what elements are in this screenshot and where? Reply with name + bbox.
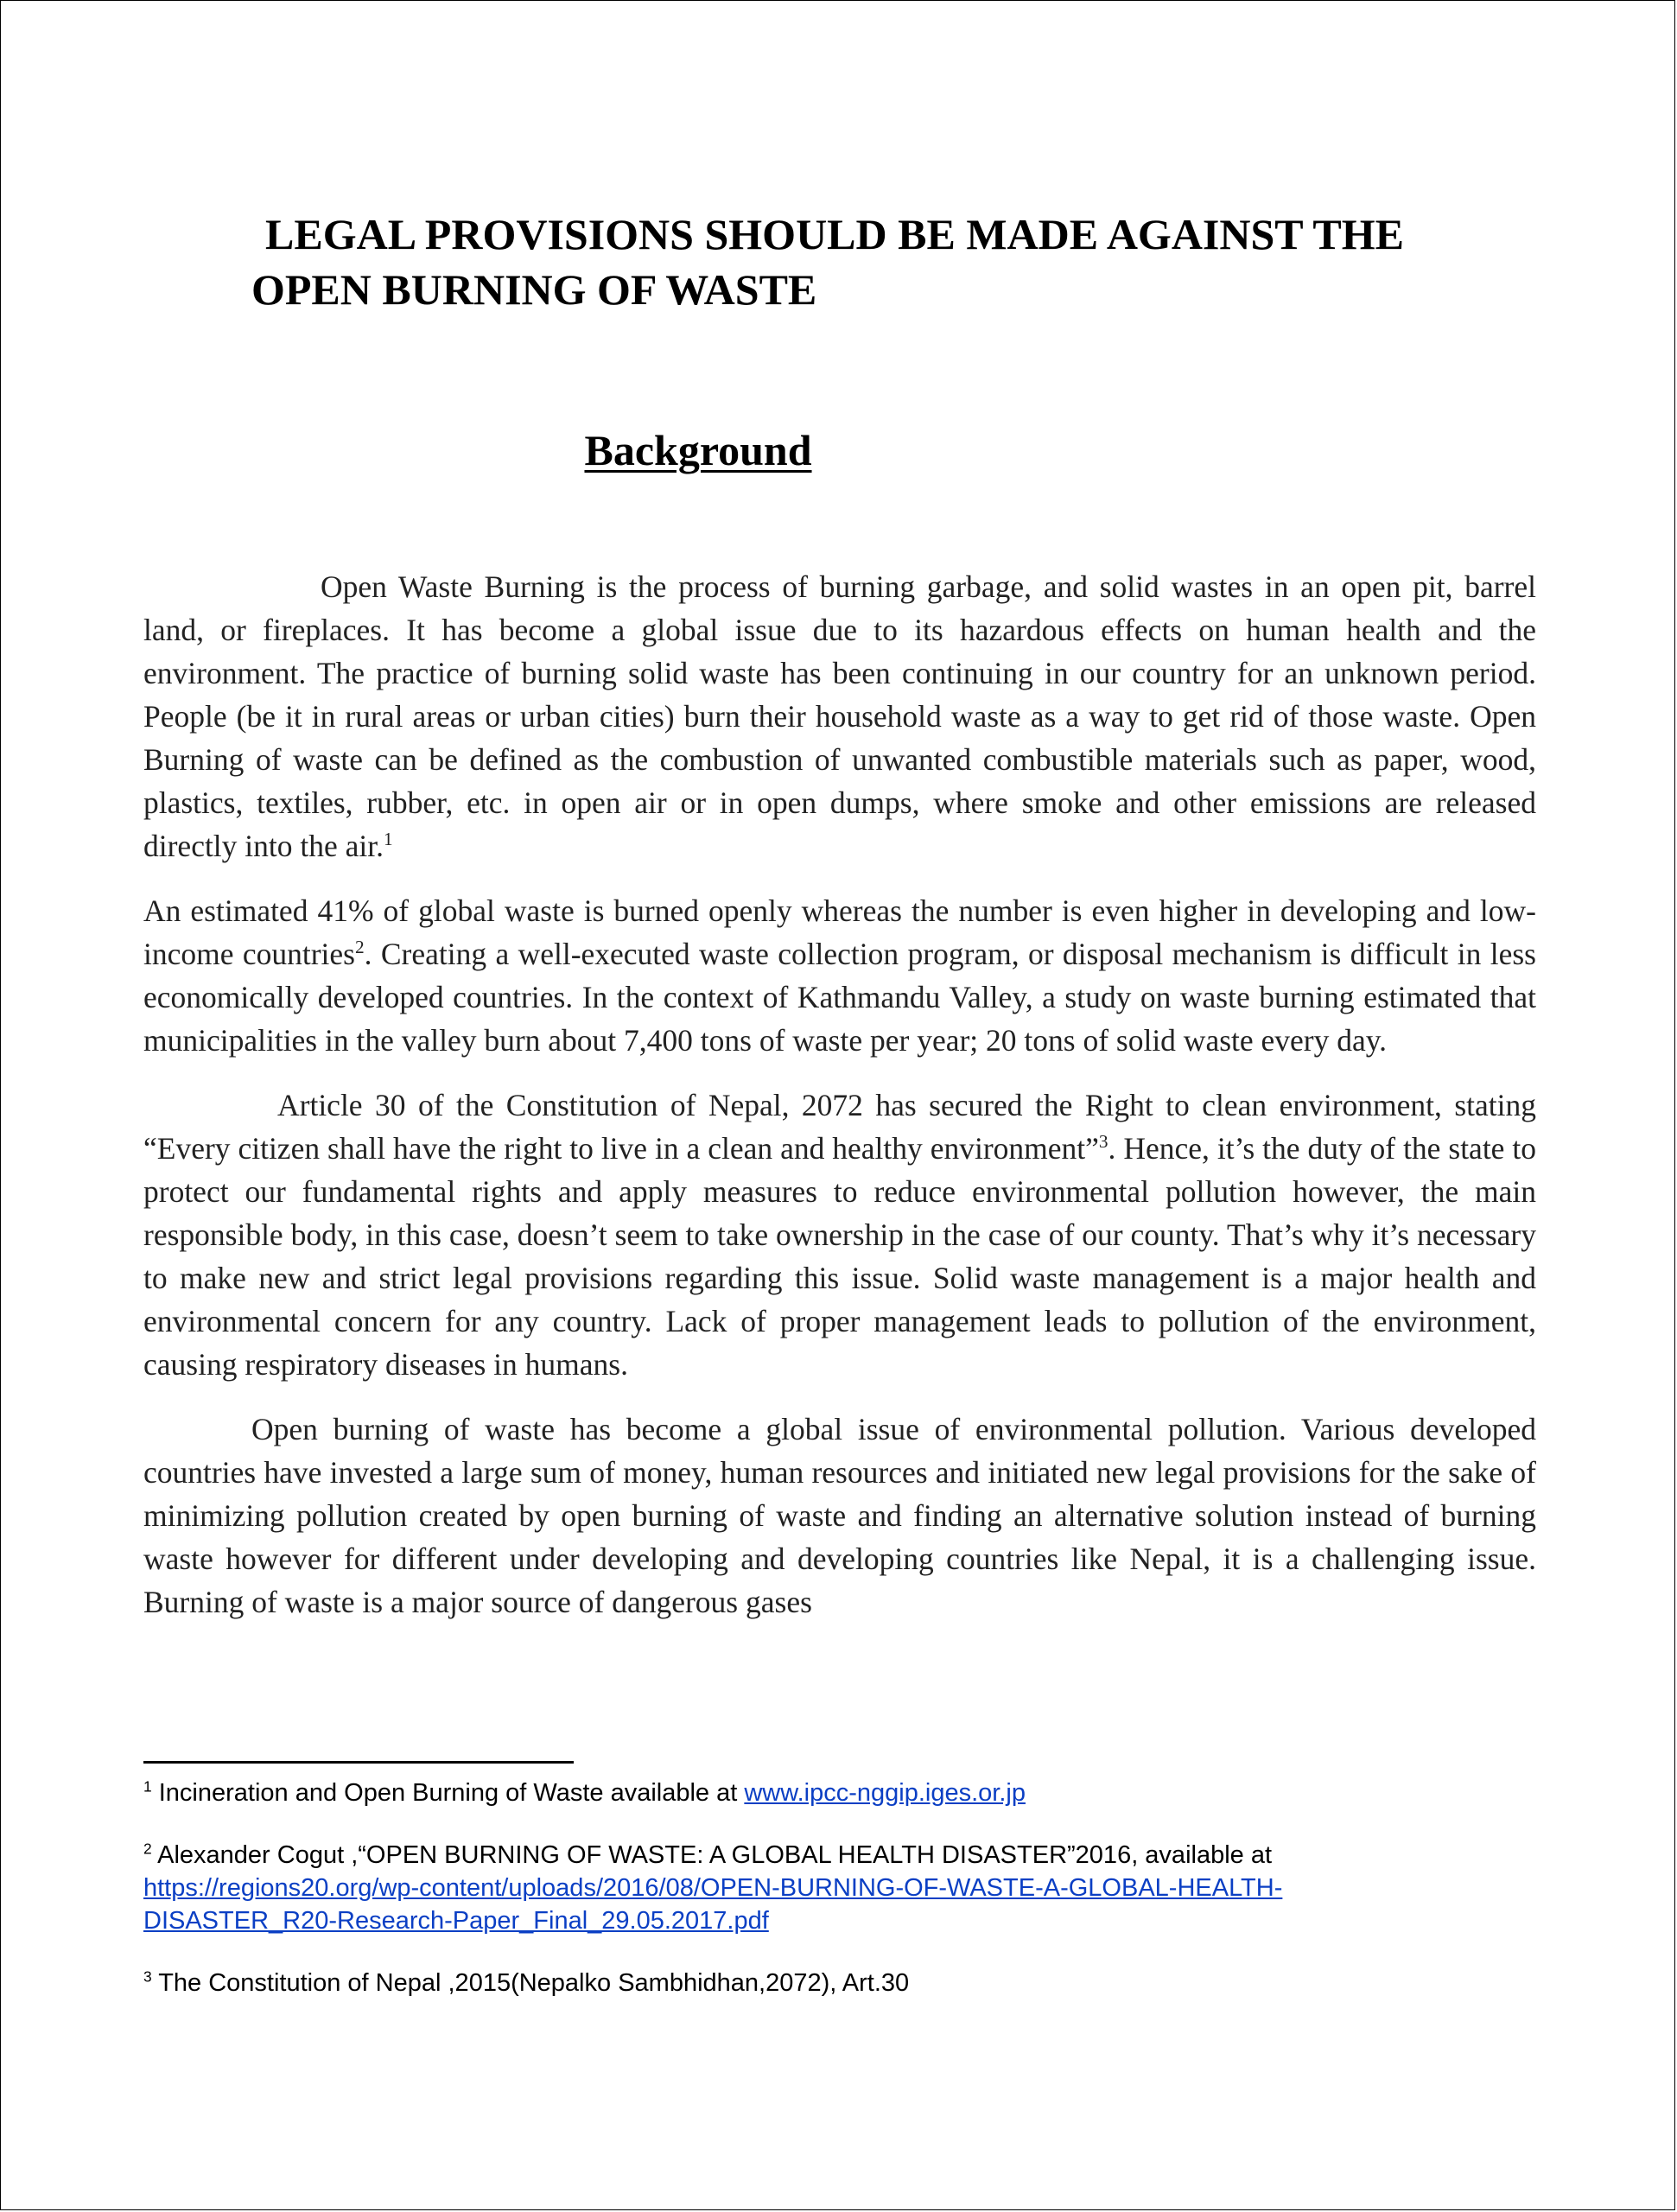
paragraph-2 (143, 889, 1536, 1062)
footnotes (143, 1777, 1595, 2029)
body-text (143, 565, 1536, 1624)
footnote-text: Alexander Cogut ,“OPEN BURNING OF WASTE: A GLOBAL HEALTH DISASTER”2016, available at (151, 1841, 1273, 1869)
paragraph-2-text-a: An estimated 41% of global waste is burned openly whereas the number is even higher in developing and low-income countries (143, 893, 1536, 971)
footnote-link[interactable]: www.ipcc-nggip.iges.or.jp (744, 1779, 1026, 1807)
footnote-text: The Constitution of Nepal ,2015(Nepalko Sambhidhan,2072), Art.30 (151, 1969, 910, 1997)
footnote-ref-3[interactable]: 3 (1098, 1131, 1108, 1153)
paragraph-3-text-a: Article 30 of the Constitution of Nepal, 2072 has secured the Right to clean environment, stating “Every citizen shall have the right to live in a clean and healthy environment” (143, 1088, 1536, 1166)
footnote-1 (143, 1777, 1595, 1809)
footnote-link[interactable]: https://regions20.org/wp-content/uploads/2016/08/OPEN-BURNING-OF-WASTE-A-GLOBAL-HEALTH- (143, 1874, 1283, 1902)
footnote-line (143, 1839, 1595, 1872)
paragraph-4-text: Open burning of waste has become a global issue of environmental pollution. Various developed countries have invested a large sum of money, human resources and initiated new legal provisions for the sake of minimizing pollution created by open burning of waste and finding an alternative solution instead of burning waste however for different under developing and developing countries like Nepal, it is a challenging issue. Burning of waste is a major source of dangerous gases (143, 1412, 1536, 1619)
paragraph-4 (143, 1408, 1536, 1624)
paragraph-1-text: Open Waste Burning is the process of burning garbage, and solid wastes in an open pit, barrel land, or fireplaces. It has become a global issue due to its hazardous effects on human health and the environment. The practice of burning solid waste has been continuing in our country for an unknown period. People (be it in rural areas or urban cities) burn their household waste as a way to get rid of those waste. Open Burning of waste can be defined as the combustion of unwanted combustible materials such as paper, wood, plastics, textiles, rubber, etc. in open air or in open dumps, where smoke and other emissions are released directly into the air. (143, 569, 1536, 863)
paragraph-3-text-b: . Hence, it’s the duty of the state to protect our fundamental rights and apply measures to reduce environmental pollution however, the main responsible body, in this case, doesn’t seem to take ownership in the case of our county. That’s why it’s necessary to make new and strict legal provisions regarding this issue. Solid waste management is a major health and environmental concern for any country. Lack of proper management leads to pollution of the environment, causing respiratory diseases in humans. (143, 1131, 1536, 1382)
document-title (251, 207, 1547, 317)
footnote-number: 1 (143, 1777, 152, 1796)
footnote-text: Incineration and Open Burning of Waste available at (151, 1779, 745, 1807)
footnote-number: 3 (143, 1967, 152, 1986)
footnote-separator (143, 1761, 574, 1764)
footnote-ref-2[interactable]: 2 (354, 937, 365, 958)
footnote-3 (143, 1967, 1595, 1999)
footnote-ref-1[interactable]: 1 (384, 829, 393, 850)
section-heading: Background (584, 426, 812, 474)
paragraph-3 (143, 1084, 1536, 1386)
paragraph-2-text-b: . Creating a well-executed waste collection program, or disposal mechanism is difficult in less economically developed countries. In the context of Kathmandu Valley, a study on waste burning estimated that municipalities in the valley burn about 7,400 tons of waste per year; 20 tons of solid waste every day. (143, 937, 1536, 1058)
title-line-2: OPEN BURNING OF WASTE (251, 265, 817, 314)
title-line-1: LEGAL PROVISIONS SHOULD BE MADE AGAINST THE (265, 210, 1404, 258)
paragraph-1 (143, 565, 1536, 868)
footnote-number: 2 (143, 1840, 152, 1858)
footnote-2 (143, 1839, 1595, 1937)
footnote-link-continued[interactable]: DISASTER_R20-Research-Paper_Final_29.05.2017.pdf (143, 1907, 769, 1935)
